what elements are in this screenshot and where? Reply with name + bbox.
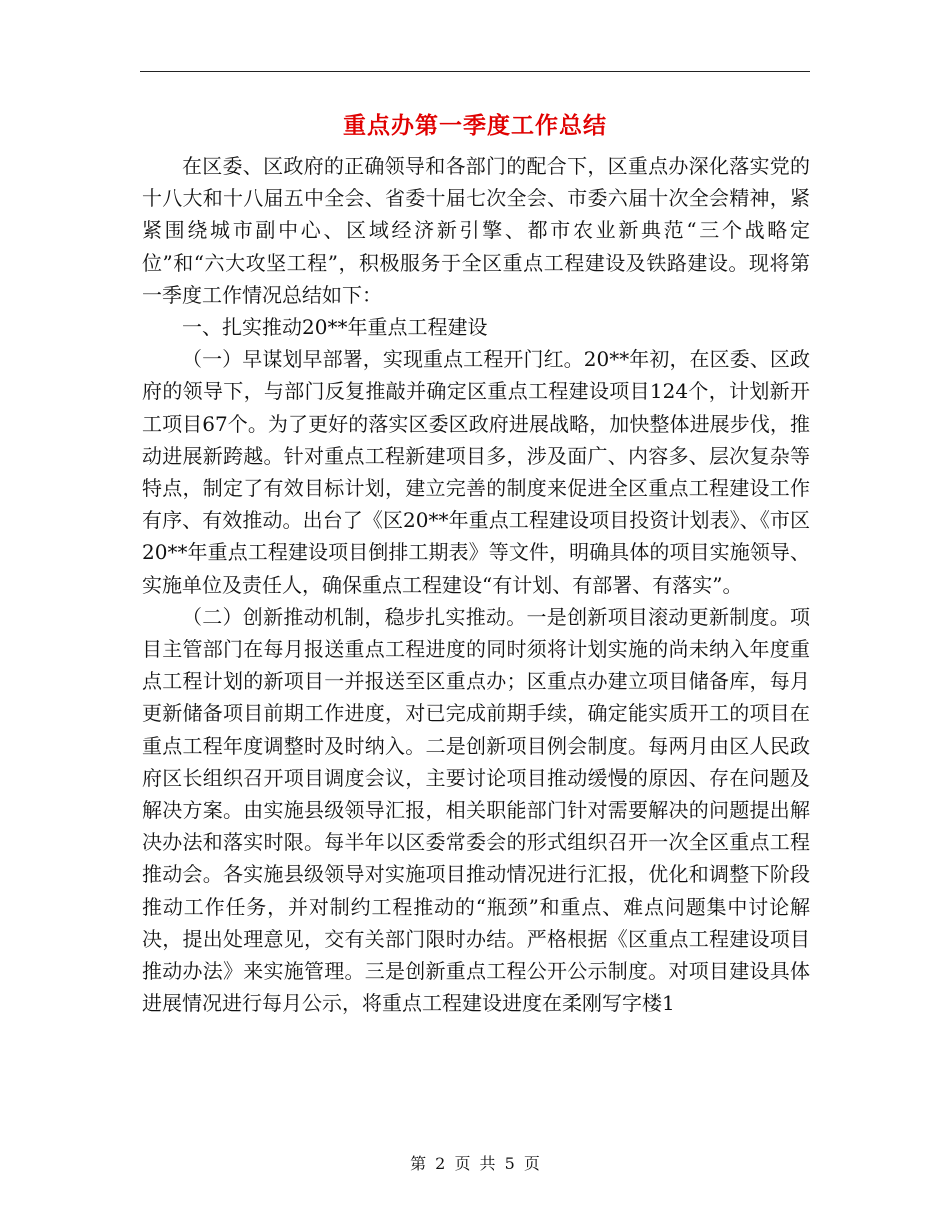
header-rule <box>140 71 810 72</box>
paragraph-intro: 在区委、区政府的正确领导和各部门的配合下，区重点办深化落实党的十八大和十八届五中全会、省委十届七次全会、市委六届十次全会精神，紧紧围绕城市副中心、区域经济新引擎、都市农业新典范“三个战略定位”和“六大攻坚工程”，积极服务于全区重点工程建设及铁路建设。现将第一季度工作情况总结如下： <box>142 154 810 307</box>
document-body <box>142 150 810 1019</box>
document-title: 重点办第一季度工作总结 <box>343 112 607 139</box>
paragraph-subsection-1: （一）早谋划早部署，实现重点工程开门红。20**年初，在区委、区政府的领导下，与部门反复推敲并确定区重点工程建设项目124个，计划新开工项目67个。为了更好的落实区委区政府进展战略，加快整体进展步伐，推动进展新跨越。针对重点工程新建项目多，涉及面广、内容多、层次复杂等特点，制定了有效目标计划，建立完善的制度来促进全区重点工程建设工作有序、有效推动。出台了《区20**年重点工程建设项目投资计划表》、《市区20**年重点工程建设项目倒排工期表》等文件，明确具体的项目实施领导、实施单位及责任人，确保重点工程建设“有计划、有部署、有落实”。 <box>142 347 810 597</box>
paragraph-subsection-2: （二）创新推动机制，稳步扎实推动。一是创新项目滚动更新制度。项目主管部门在每月报送重点工程进度的同时须将计划实施的尚未纳入年度重点工程计划的新项目一并报送至区重点办；区重点办建立项目储备库，每月更新储备项目前期工作进度，对已完成前期手续，确定能实质开工的项目在重点工程年度调整时及时纳入。二是创新项目例会制度。每两月由区人民政府区长组织召开项目调度会议，主要讨论项目推动缓慢的原因、存在问题及解决方案。由实施县级领导汇报，相关职能部门针对需要解决的问题提出解决办法和落实时限。每半年以区委常委会的形式组织召开一次全区重点工程推动会。各实施县级领导对实施项目推动情况进行汇报，优化和调整下阶段推动工作任务，并对制约工程推动的“瓶颈”和重点、难点问题集中讨论解决，提出处理意见，交有关部门限时办结。严格根据《区重点工程建设项目推动办法》来实施管理。三是创新重点工程公开公示制度。对项目建设具体进展情况进行每月公示，将重点工程建设进度在柔刚写字楼1 <box>142 604 810 1016</box>
section-heading-1: 一、扎实推动20**年重点工程建设 <box>182 315 488 340</box>
page-number: 第 2 页 共 5 页 <box>410 1154 540 1173</box>
